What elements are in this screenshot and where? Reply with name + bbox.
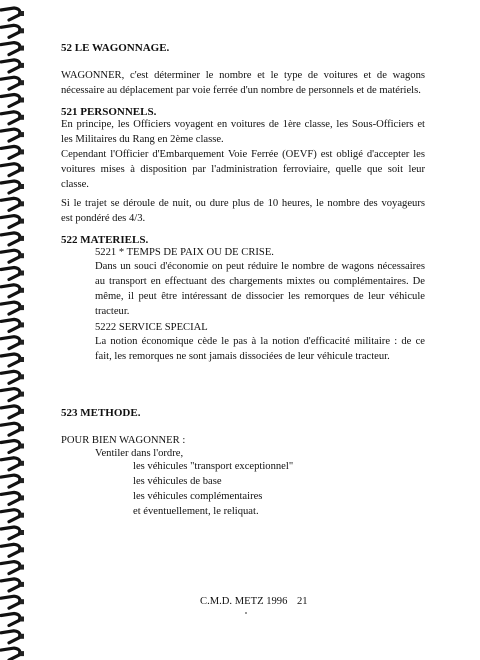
heading-52: 52 LE WAGONNAGE.	[61, 42, 170, 54]
para-521-line-3: Cependant l'Officier d'Embarquement Voie Ferrée (OEVF) est obligé d'accepter les	[61, 149, 425, 160]
para-521-line-2: les Militaires du Rang en 2ème classe.	[61, 134, 224, 145]
para-5221-line-3: même, il peut être intéressant de dissocier les remorques de leur véhicule	[95, 291, 425, 302]
para-5221-line-4: tracteur.	[95, 306, 130, 317]
method-lead: POUR BIEN WAGONNER :	[61, 435, 186, 446]
intro-line-2: nécessaire au déplacement par voie ferrée d'un nombre de personnels et de matériels.	[61, 85, 421, 96]
footer-org: C.M.D. METZ 1996	[200, 596, 288, 607]
night-line-1: Si le trajet se déroule de nuit, ou dure plus de 10 heures, le nombre des voyageurs	[61, 198, 425, 209]
footer-page-number: 21	[297, 596, 308, 607]
heading-5221: 5221 * TEMPS DE PAIX OU DE CRISE.	[95, 247, 274, 258]
heading-521: 521 PERSONNELS.	[61, 106, 157, 118]
para-521-line-1: En principe, les Officiers voyagent en voitures de 1ère classe, les Sous-Officiers et	[61, 119, 425, 130]
paragraph-521-night	[61, 196, 425, 226]
paragraph-5222	[95, 334, 425, 364]
method-items	[133, 459, 293, 519]
intro-line-1: WAGONNER, c'est déterminer le nombre et le type de voitures et de wagons	[61, 70, 425, 81]
heading-522: 522 MATERIELS.	[61, 234, 149, 246]
paragraph-52-intro	[61, 68, 425, 98]
para-5221-line-1: Dans un souci d'économie on peut réduire le nombre de wagons nécessaires	[95, 261, 425, 272]
method-item-3: les véhicules complémentaires	[133, 491, 263, 502]
heading-5222: 5222 SERVICE SPECIAL	[95, 322, 208, 333]
night-line-2: est pondéré des 4/3.	[61, 213, 146, 224]
para-521-line-4: voitures mises à disposition par l'administration ferroviaire, quelle que soit leur	[61, 164, 425, 175]
para-5221-line-2: au transport en effectuant des chargements mixtes ou complémentaires. De	[95, 276, 425, 287]
method-step: Ventiler dans l'ordre,	[95, 448, 184, 459]
paragraph-521	[61, 117, 425, 192]
method-item-1: les véhicules "transport exceptionnel"	[133, 461, 294, 472]
heading-523: 523 METHODE.	[61, 407, 141, 419]
paragraph-5221	[95, 259, 425, 319]
scan-speck	[245, 612, 247, 614]
method-item-2: les véhicules de base	[133, 476, 222, 487]
para-521-line-5: classe.	[61, 179, 89, 190]
para-5222-line-2: fait, les remorques ne sont jamais dissociées de leur véhicule tracteur.	[95, 351, 390, 362]
para-5222-line-1: La notion économique cède le pas à la notion d'efficacité militaire : de ce	[95, 336, 425, 347]
method-item-4: et éventuellement, le reliquat.	[133, 506, 259, 517]
